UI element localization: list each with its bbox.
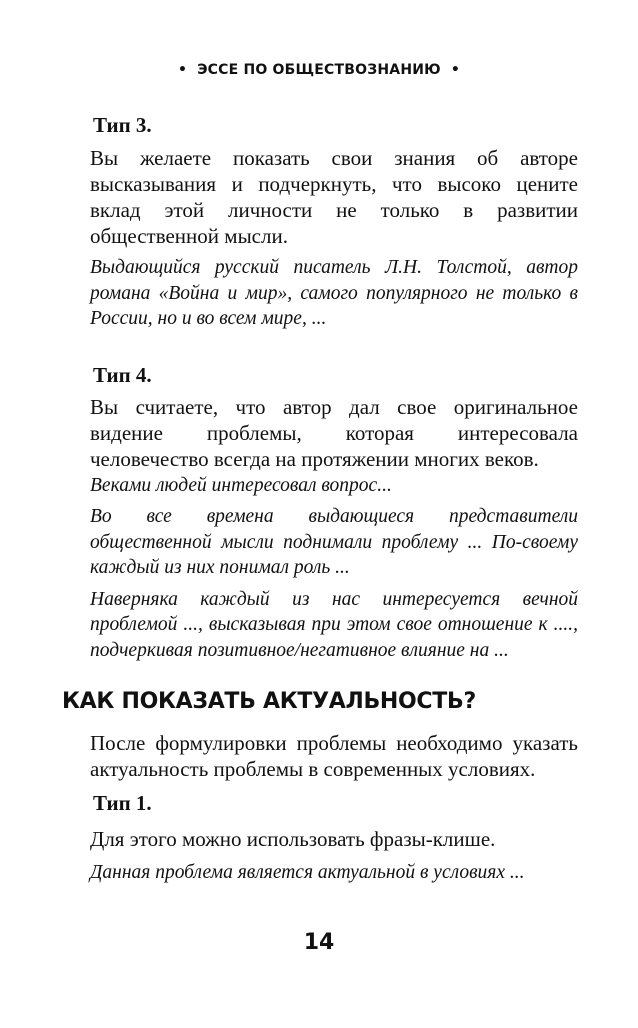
type3-label: Тип 3. — [93, 113, 152, 137]
header-title: ЭССЕ ПО ОБЩЕСТВОЗНАНИЮ — [197, 62, 441, 78]
section-type1-label: Тип 1. — [93, 791, 152, 815]
section-type1-text: Для этого можно использовать фразы-клише. — [90, 827, 496, 851]
header-bullet-left: • — [178, 62, 188, 78]
page-content — [62, 112, 578, 886]
type4-example-1: Веками людей интересовал вопрос... — [90, 474, 392, 496]
type4-label: Тип 4. — [93, 362, 152, 387]
type4-text: Вы считаете, что автор дал свое оригинальное видение проблемы, которая интересовала человечество всегда на протяжении многих веков. — [90, 394, 578, 471]
section-type1-example: Данная проблема является актуальной в условиях ... — [90, 862, 525, 883]
type4-example-2: Во все времена выдающиеся представители общественной мысли поднимали проблему ... По-своему каждый из них понимал роль ... — [90, 506, 578, 578]
header-bullet-right: • — [450, 62, 460, 78]
section-intro: После формулировки проблемы необходимо указать актуальность проблемы в современных условиях. — [90, 731, 578, 781]
type3-text: Вы желаете показать свои знания об авторе высказывания и подчеркнуть, что высоко цените вклад этой личности не только в развитии общественной мысли. — [90, 146, 578, 248]
type4-example-3: Наверняка каждый из нас интересуется вечной проблемой ..., высказывая при этом свое отношение к ...., подчеркивая позитивное/негативное влияние на ... — [90, 588, 578, 661]
section-heading: КАК ПОКАЗАТЬ АКТУАЛЬНОСТЬ? — [62, 689, 476, 714]
page-number: 14 — [303, 930, 335, 955]
running-header — [0, 62, 638, 78]
type3-example: Выдающийся русский писатель Л.Н. Толстой, автор романа «Война и мир», самого популярного не только в России, но и во всем мире, ... — [90, 257, 578, 329]
